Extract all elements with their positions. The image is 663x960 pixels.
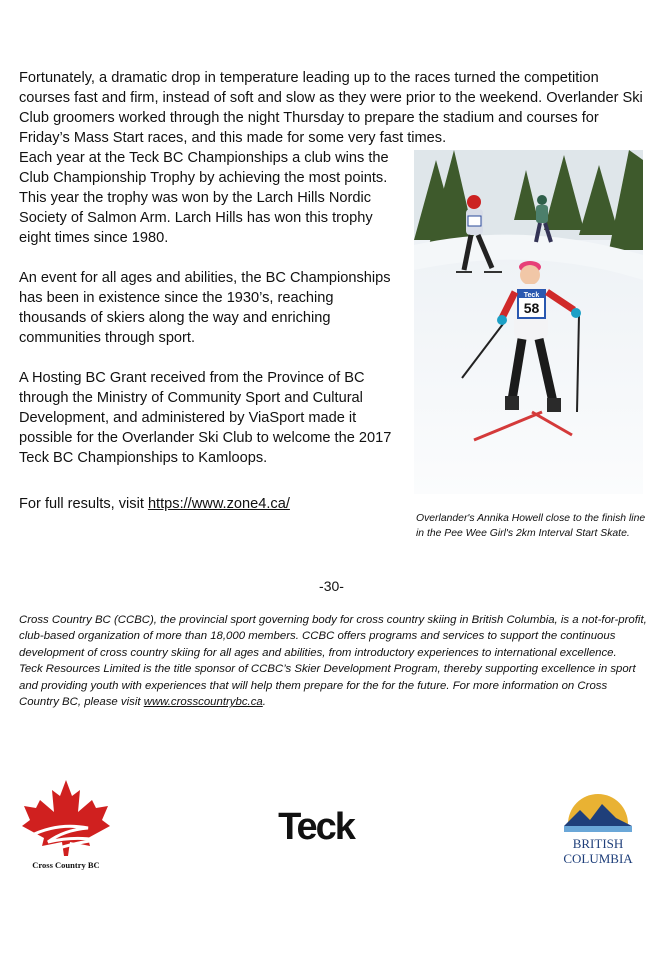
teck-about-text: Teck Resources Limited is the title sponsor of CCBC’s Skier Development Program, thereby supporting excellence in sport and providing youth with experiences that will help them prepare for the for the future. For more information on Cross Country BC, please visit (19, 663, 636, 709)
bc-sunrise-icon (550, 786, 646, 868)
footer-about (19, 612, 649, 710)
teck-about (19, 661, 649, 710)
ccbc-website-link[interactable]: www.crosscountrybc.ca (143, 696, 263, 709)
ccbc-logo-text: Cross Country BC (32, 860, 100, 870)
bib-brand: Teck (523, 292, 540, 299)
photo-caption: Overlander's Annika Howell close to the finish line in the Pee Wee Girl's 2km Interval Start Skate. (416, 513, 646, 540)
cross-country-bc-logo (18, 778, 114, 872)
bc-logo-line1: BRITISH (572, 836, 624, 851)
maple-leaf-icon (18, 778, 114, 872)
results-prefix: For full results, visit (19, 496, 148, 512)
trophy-paragraph: Each year at the Teck BC Championships a club wins the Club Championship Trophy by achieving the most points. This year the trophy was won by the Larch Hills Nordic Society of Salmon Arm. Larch Hills has won this trophy eight times since 1980. (19, 150, 389, 246)
intro-paragraph: Fortunately, a dramatic drop in temperature leading up to the races turned the competition courses fast and firm, instead of soft and slow as they were prior to the weekend. Overlander Ski Club groomers worked through the night Thursday to prepare the stadium and courses for Friday’s Mass Start races, and this made for some very fast times. (19, 70, 643, 146)
skier-photo (414, 150, 643, 494)
results-link[interactable]: https://www.zone4.ca/ (147, 496, 290, 512)
grant-paragraph: A Hosting BC Grant received from the Province of BC through the Ministry of Community Sport and Cultural Development, and administered by ViaSport made it possible for the Overlander Ski Club to welcome the 2017 Teck BC Championships to Kamloops. (19, 370, 392, 466)
teck-logo (268, 805, 364, 845)
teck-about-end: . (262, 696, 266, 709)
british-columbia-logo (550, 786, 646, 868)
bib-number: 58 (523, 300, 540, 316)
teck-logo-mark (268, 805, 364, 845)
page-number: -30- (319, 578, 344, 594)
ccbc-about: Cross Country BC (CCBC), the provincial sport governing body for cross country skiing in British Columbia, is a not-for-profit, club-based organization of more than 18,000 members. CCBC offers programs and services to support the continuous development of cross country skiing for all ages and abilities, from introductory experiences to international excellence. (19, 614, 647, 659)
results-line (19, 494, 404, 514)
article-column (19, 148, 404, 488)
skier-photo-illustration (414, 150, 643, 494)
bc-logo-line2: COLUMBIA (563, 851, 633, 866)
history-paragraph: An event for all ages and abilities, the BC Championships has been in existence since the 1930’s, reaching thousands of skiers along the way and enriching communities through sport. (19, 270, 391, 346)
teck-logo-text: Teck (278, 806, 354, 845)
